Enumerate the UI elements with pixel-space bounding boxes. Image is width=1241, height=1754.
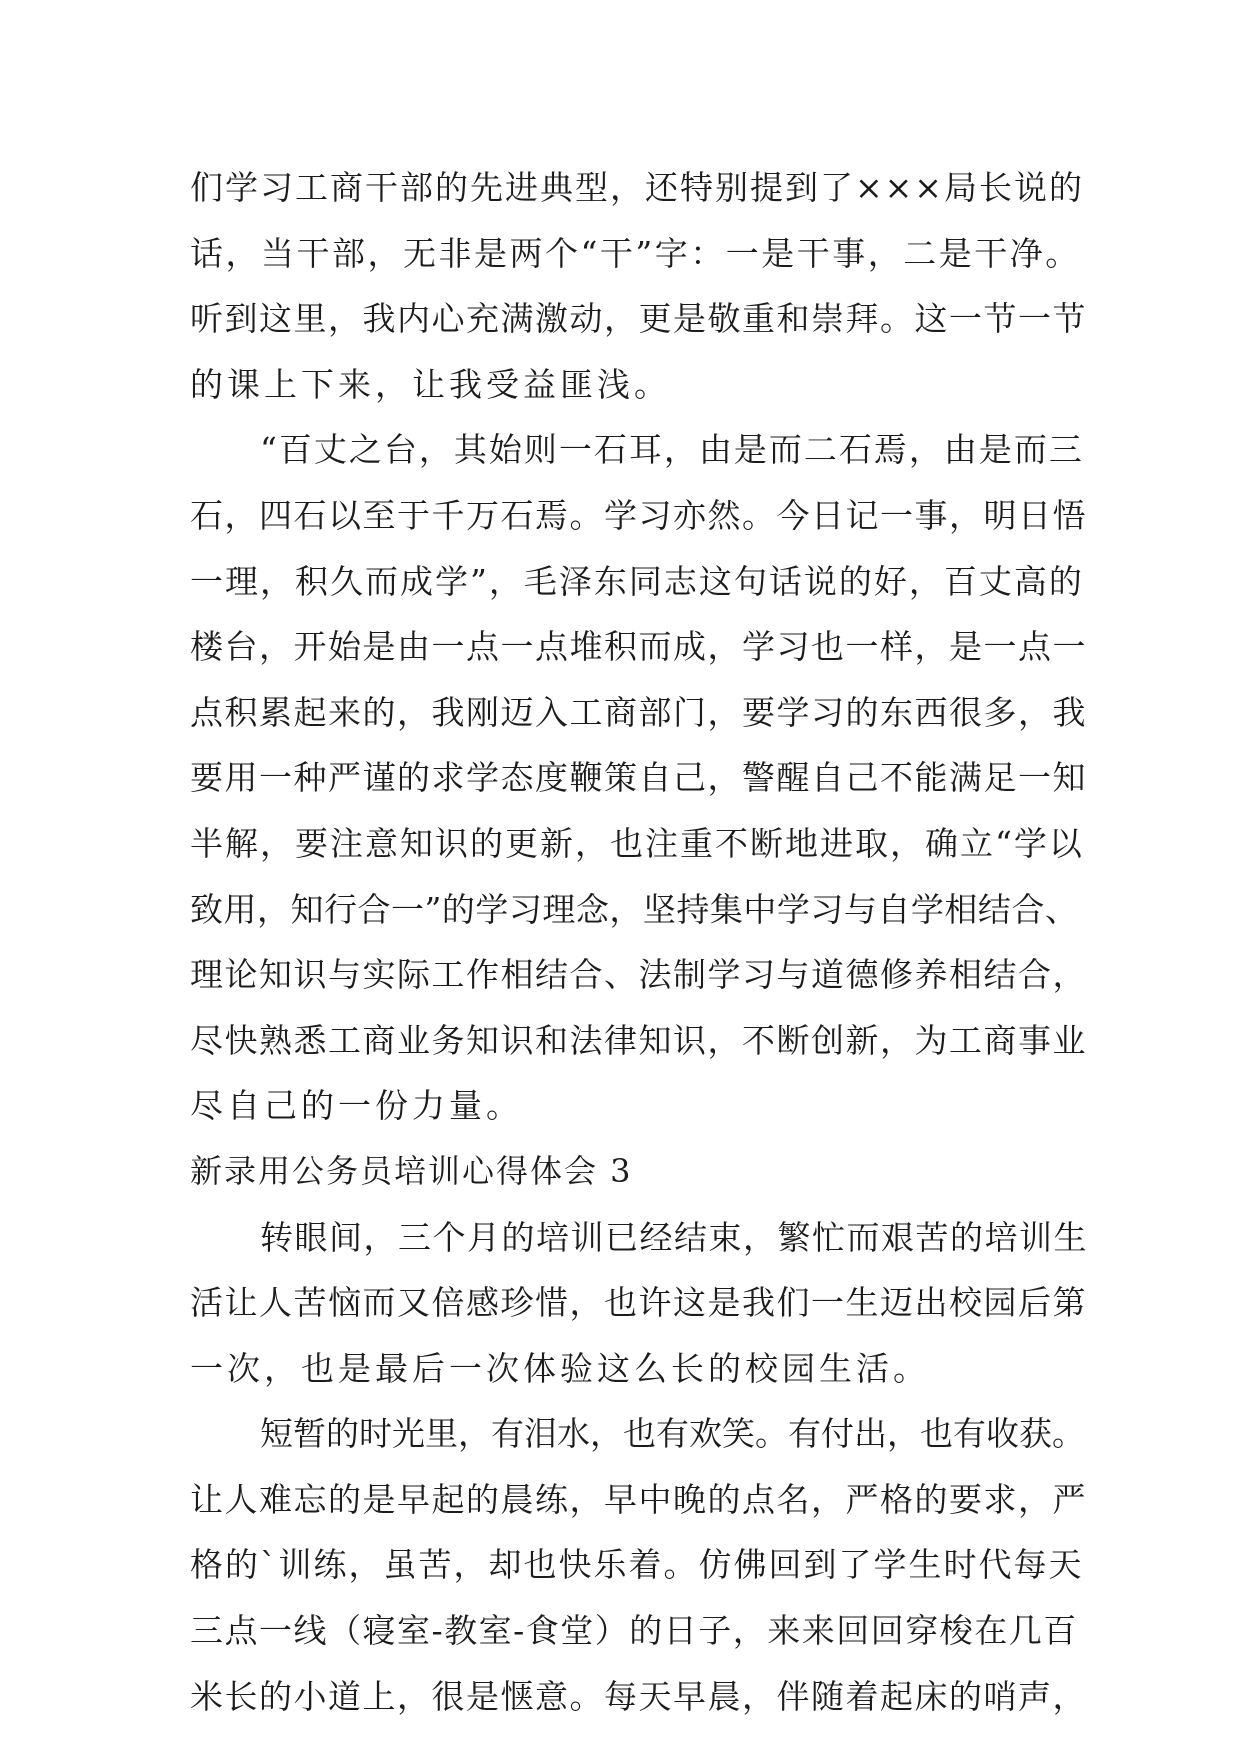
text-line: 楼台，开始是由一点一点堆积而成，学习也一样，是一点一 bbox=[190, 627, 1087, 667]
text-line: 理论知识与实际工作相结合、法制学习与道德修养相结合， bbox=[190, 955, 1087, 995]
text-line: 们学习工商干部的先进典型，还特别提到了×××局长说的 bbox=[190, 168, 1084, 207]
section-heading: 新录用公务员培训心得体会 3 bbox=[190, 1151, 633, 1190]
text-line: 活让人苦恼而又倍感珍惜，也许这是我们一生迈出校园后第 bbox=[190, 1283, 1087, 1323]
text-line: 短暂的时光里，有泪水，也有欢笑。有付出，也有收获。 bbox=[260, 1414, 1085, 1454]
text-line: 三点一线（寝室-教室-食堂）的日子，来来回回穿梭在几百 bbox=[190, 1611, 1078, 1651]
text-line: 一次，也是最后一次体验这么长的校园生活。 bbox=[190, 1348, 930, 1388]
text-line: 听到这里，我内心充满激动，更是敬重和崇拜。这一节一节 bbox=[190, 299, 1087, 339]
text-line: 的课上下来，让我受益匪浅。 bbox=[190, 364, 671, 404]
text-line: 半解，要注意知识的更新，也注重不断地进取，确立“学以 bbox=[190, 823, 1084, 863]
text-line: 转眼间，三个月的培训已经结束，繁忙而艰苦的培训生 bbox=[260, 1217, 1088, 1257]
text-line: 一理，积久而成学”，毛泽东同志这句话说的好，百丈高的 bbox=[190, 561, 1084, 601]
text-line: 米长的小道上，很是惬意。每天早晨，伴随着起床的哨声， bbox=[190, 1676, 1087, 1716]
text-line: 要用一种严谨的求学态度鞭策自己，警醒自己不能满足一知 bbox=[190, 758, 1087, 798]
text-line: 致用，知行合一”的学习理念，坚持集中学习与自学相结合、 bbox=[190, 889, 1079, 929]
document-body bbox=[190, 155, 1090, 1729]
text-line: 尽自己的一份力量。 bbox=[190, 1086, 523, 1126]
text-line: 让人难忘的是早起的晨练，早中晚的点名，严格的要求，严 bbox=[190, 1479, 1087, 1519]
text-line: “百丈之台，其始则一石耳，由是而二石焉，由是而三 bbox=[260, 430, 1084, 470]
text-line: 格的`训练，虽苦，却也快乐着。仿佛回到了学生时代每天 bbox=[190, 1545, 1084, 1585]
text-line: 话，当干部，无非是两个“干”字：一是干事，二是干净。 bbox=[190, 233, 1081, 273]
text-line: 石，四石以至于千万石焉。学习亦然。今日记一事，明日悟 bbox=[190, 495, 1087, 535]
text-line: 尽快熟悉工商业务知识和法律知识，不断创新，为工商事业 bbox=[190, 1020, 1087, 1060]
text-line: 点积累起来的，我刚迈入工商部门，要学习的东西很多，我 bbox=[190, 692, 1087, 732]
